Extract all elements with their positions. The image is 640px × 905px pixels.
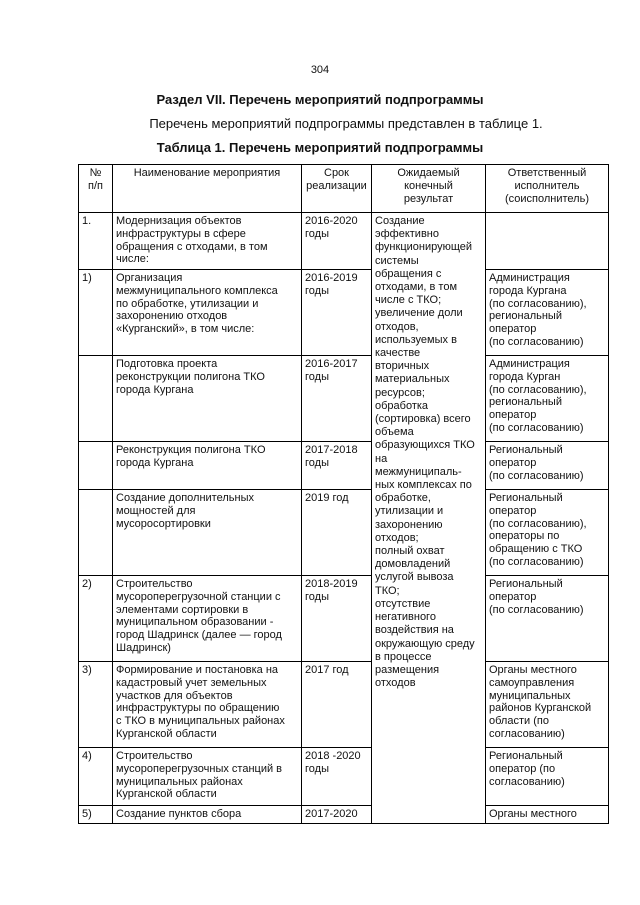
cell-line: города Кургана	[116, 383, 194, 396]
cell-line: годы	[305, 370, 329, 383]
cell-line: инфраструктуры по обращению	[116, 702, 280, 715]
cell-line: 2016-2020	[305, 215, 358, 227]
row-executor	[486, 748, 609, 806]
cell-line: с ТКО в муниципальных районах	[116, 715, 285, 728]
row-num: 4)	[79, 748, 113, 806]
cell-line: Подготовка проекта	[116, 358, 218, 370]
cell-line: Региональный	[489, 750, 563, 762]
cell-line: годы	[305, 456, 329, 469]
cell-line: системы	[375, 254, 419, 267]
cell-line: самоуправления	[489, 676, 575, 689]
row-executor	[486, 270, 609, 356]
cell-line: годы	[305, 284, 329, 297]
header-term	[302, 165, 372, 213]
table-header-row	[79, 165, 609, 213]
cell-line: (по согласованию)	[489, 335, 584, 348]
table-row	[79, 662, 609, 748]
cell-line: (соисполнитель)	[505, 192, 589, 205]
cell-line: на	[375, 452, 388, 465]
row-term	[302, 662, 372, 748]
cell-line: инфраструктуры в сфере	[116, 227, 246, 240]
cell-line: оператор	[489, 323, 537, 336]
cell-line: 2018-2019	[305, 578, 358, 590]
cell-line: обращения с отходами, в том	[116, 240, 268, 253]
row-executor	[486, 576, 609, 662]
row-term	[302, 806, 372, 824]
cell-line: Органы местного	[489, 664, 577, 676]
cell-line: (по согласованию)	[489, 421, 584, 434]
cell-line: Региональный	[489, 444, 563, 456]
cell-line: 2019 год	[305, 492, 349, 504]
cell-line: Строительство	[116, 750, 193, 762]
cell-line: мощностей для	[116, 504, 196, 517]
cell-line: Строительство	[116, 578, 193, 590]
cell-line: операторы по	[489, 530, 560, 543]
cell-line: «Курганский», в том числе:	[116, 323, 255, 336]
cell-line: Администрация	[489, 272, 570, 284]
table-row	[79, 576, 609, 662]
cell-line: районов Курганской	[489, 702, 592, 715]
cell-line: годы	[305, 590, 329, 603]
cell-line: (по согласованию)	[489, 555, 584, 568]
row-name	[113, 748, 302, 806]
cell-line: (по согласованию),	[489, 383, 587, 396]
row-executor	[486, 662, 609, 748]
cell-line: межмуниципаль-	[375, 465, 462, 478]
cell-line: 2017-2020	[305, 808, 358, 820]
cell-line: в процессе	[375, 650, 432, 663]
cell-line: 2017 год	[305, 664, 349, 676]
cell-line: оператор	[489, 409, 537, 422]
cell-line: Курганской области	[116, 727, 217, 740]
cell-line: Модернизация объектов	[116, 215, 242, 227]
cell-line: обработка	[375, 399, 429, 412]
row-num	[79, 356, 113, 442]
cell-line: функционирующей	[375, 241, 473, 254]
cell-line: оператор	[489, 456, 537, 469]
table-row	[79, 490, 609, 576]
cell-line: кадастровый учет земельных	[116, 676, 267, 689]
row-num	[79, 490, 113, 576]
cell-line: межмуниципального комплекса	[116, 284, 278, 297]
cell-line: элементами сортировки в	[116, 603, 249, 616]
table-title: Таблица 1. Перечень мероприятий подпрограммы	[156, 140, 484, 155]
cell-line: Формирование и постановка на	[116, 664, 279, 676]
cell-line: исполнитель	[514, 179, 580, 192]
row-num	[79, 442, 113, 490]
cell-line: Ожидаемый	[397, 167, 460, 179]
cell-line: Органы местного	[489, 808, 577, 820]
cell-line: размещения	[375, 663, 440, 676]
cell-line: (по согласованию)	[489, 469, 584, 482]
cell-line: согласованию)	[489, 727, 565, 740]
row-executor	[486, 442, 609, 490]
header-executor	[486, 165, 609, 213]
cell-line: оператор	[489, 590, 537, 603]
row-executor	[486, 356, 609, 442]
cell-line: обращению с ТКО	[489, 543, 583, 556]
cell-line: используемых в	[375, 333, 457, 346]
cell-line: годы	[305, 227, 329, 240]
cell-line: годы	[305, 762, 329, 775]
row-executor	[486, 806, 609, 824]
row-term	[302, 490, 372, 576]
cell-line: Ответственный	[507, 167, 587, 179]
cell-line: 2018 -2020	[305, 750, 361, 762]
cell-line: ных комплексах по	[375, 479, 472, 492]
cell-line: захоронению	[375, 518, 443, 531]
row-num: 5)	[79, 806, 113, 824]
row-name	[113, 490, 302, 576]
page-number: 304	[310, 64, 330, 76]
row-term	[302, 442, 372, 490]
intro-text: Перечень мероприятий подпрограммы представлен в таблице 1.	[149, 116, 543, 131]
cell-line: материальных	[375, 373, 450, 386]
cell-line: негативного	[375, 611, 436, 624]
cell-line: области (по	[489, 715, 549, 728]
cell-line: ТКО;	[375, 584, 400, 597]
cell-line: Региональный	[489, 492, 563, 504]
row-name	[113, 356, 302, 442]
cell-line: города Кургана	[116, 456, 194, 469]
table-row	[79, 748, 609, 806]
cell-line: мусороперегрузочной станции с	[116, 590, 281, 603]
cell-line: ресурсов;	[375, 386, 425, 399]
table-row	[79, 270, 609, 356]
cell-line: конечный	[404, 179, 453, 192]
cell-line: Организация	[116, 272, 183, 284]
row-term	[302, 213, 372, 270]
cell-line: по обработке, утилизации и	[116, 297, 259, 310]
cell-line: Создание	[375, 215, 425, 227]
cell-line: числе с ТКО;	[375, 294, 442, 307]
row-num: 2)	[79, 576, 113, 662]
cell-line: отходами, в том	[375, 281, 458, 294]
header-name: Наименование мероприятия	[113, 165, 302, 213]
cell-line: Администрация	[489, 358, 570, 370]
cell-line: увеличение доли	[375, 307, 463, 320]
cell-line: муниципальном образовании -	[116, 616, 274, 629]
row-term	[302, 576, 372, 662]
cell-line: услугой вывоза	[375, 571, 454, 584]
cell-line: полный охват	[375, 545, 445, 558]
row-term	[302, 748, 372, 806]
cell-line: региональный	[489, 310, 562, 323]
cell-line: отсутствие	[375, 597, 431, 610]
cell-line: вторичных	[375, 360, 430, 373]
cell-line: оператор	[489, 504, 537, 517]
cell-line: Реконструкция полигона ТКО	[116, 444, 266, 456]
row-executor	[486, 490, 609, 576]
cell-line: п/п	[88, 179, 103, 192]
row-num: 1)	[79, 270, 113, 356]
section-title: Раздел VII. Перечень мероприятий подпрограммы	[156, 92, 484, 107]
row-name	[113, 442, 302, 490]
cell-line: оператор (по	[489, 762, 556, 775]
cell-line: отходов;	[375, 531, 419, 544]
row-name	[113, 270, 302, 356]
cell-line: мусороперегрузочных станций в	[116, 762, 283, 775]
cell-line: объема	[375, 426, 414, 439]
cell-line: согласованию)	[489, 775, 565, 788]
cell-line: 2017-2018	[305, 444, 358, 456]
expected-result-cell	[372, 213, 486, 824]
cell-line: числе:	[116, 253, 149, 266]
cell-line: Курганской области	[116, 788, 217, 801]
cell-line: муниципальных	[489, 689, 571, 702]
cell-line: захоронению отходов	[116, 310, 228, 323]
header-num	[79, 165, 113, 213]
row-num: 1.	[79, 213, 113, 270]
cell-line: результат	[403, 192, 454, 205]
row-name	[113, 806, 302, 824]
cell-line: мусоросортировки	[116, 517, 211, 530]
cell-line: окружающую среду	[375, 637, 475, 650]
row-num: 3)	[79, 662, 113, 748]
table-row	[79, 356, 609, 442]
cell-line: (сортировка) всего	[375, 413, 471, 426]
activities-table	[78, 164, 609, 824]
cell-line: города Кургана	[489, 284, 567, 297]
cell-line: обработке,	[375, 492, 431, 505]
cell-line: Срок	[324, 167, 349, 179]
table-row	[79, 442, 609, 490]
cell-line: Создание дополнительных	[116, 492, 254, 504]
table-row	[79, 213, 609, 270]
cell-line: воздействия на	[375, 624, 454, 637]
cell-line: домовладений	[375, 558, 451, 571]
cell-line: отходов,	[375, 320, 419, 333]
row-name	[113, 662, 302, 748]
cell-line: 2016-2017	[305, 358, 358, 370]
cell-line: (по согласованию)	[489, 603, 584, 616]
cell-line: реконструкции полигона ТКО	[116, 370, 265, 383]
cell-line: участков для объектов	[116, 689, 233, 702]
cell-line: реализации	[306, 179, 367, 192]
row-term	[302, 270, 372, 356]
row-executor	[486, 213, 609, 270]
cell-line: эффективно	[375, 228, 439, 241]
cell-line: город Шадринск (далее — город	[116, 629, 282, 642]
table-row	[79, 806, 609, 824]
cell-line: региональный	[489, 396, 562, 409]
cell-line: Региональный	[489, 578, 563, 590]
row-name	[113, 213, 302, 270]
header-result	[372, 165, 486, 213]
cell-line: качестве	[375, 347, 421, 360]
cell-line: (по согласованию),	[489, 517, 587, 530]
cell-line: муниципальных районах	[116, 775, 243, 788]
cell-line: образующихся ТКО	[375, 439, 475, 452]
cell-line: обращения с	[375, 267, 442, 280]
row-name	[113, 576, 302, 662]
cell-line: отходов	[375, 677, 416, 690]
cell-line: утилизации и	[375, 505, 444, 518]
cell-line: (по согласованию),	[489, 297, 587, 310]
cell-line: №	[89, 167, 102, 179]
cell-line: города Курган	[489, 370, 561, 383]
cell-line: Шадринск)	[116, 641, 171, 654]
cell-line: Создание пунктов сбора	[116, 808, 242, 820]
cell-line: 2016-2019	[305, 272, 358, 284]
row-term	[302, 356, 372, 442]
